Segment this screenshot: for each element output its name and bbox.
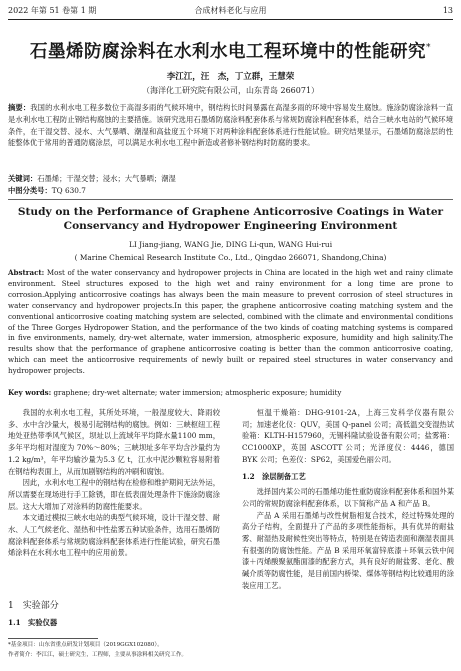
running-header: [8, 4, 453, 18]
issue-label: 2022 年第 51 卷第 1 期: [8, 6, 97, 15]
body-paragraph: 恒温干燥箱：DHG-9101-2A，上海三发科学仪器有限公司；加速老化仪：QUV，美国 Q-panel 公司；高低温交变湿热试验箱：KLTH-H157960，无锡科隆试验设备有限公司；盐雾箱：CC1000XP，英国 ASCOTT 公司；光泽度仪：4446，德国 BYK 公司；色差仪：SP62，美国爱色丽公司。: [242, 408, 454, 464]
section-heading-1-2: 1.2 涂层制备工艺: [242, 471, 306, 481]
title-footnote-mark: *: [426, 43, 431, 54]
affiliation-en: ( Marine Chemical Research Institute Co., Ltd., Qingdao 266071, Shandong,China): [74, 253, 387, 262]
body-paragraph: 产品 A 采用石墨烯与改性树脂相复合技术，经过特殊处理的高分子结构，全面提升了产品的多项性能指标，具有优异的耐盐雾、耐湿热及耐候性突出等特点，特别是在铸造表面和潮湿表面具有很强的防腐蚀性能。产品 B 采用环氧富锌底漆＋环氧云铁中间漆＋丙烯酸聚氨酯面漆的配套方式，具有良好的耐盐雾、老化、酸碱介质等防腐性能，是目前国内桥梁、煤体等钢结构比较通用的涂装应用工艺。: [242, 510, 454, 590]
body-paragraph: 选择国内某公司的石墨烯功能性重防腐涂料配套体系和国外某公司的常规防腐涂料配套体系，以下简称产品 A 和产品 B。: [242, 487, 454, 508]
page-number: 13: [442, 6, 453, 15]
journal-name: 合成材料老化与应用: [194, 6, 267, 15]
clc-label: 中图分类号：: [8, 186, 52, 195]
footnote-funding: *基金项目：山东省重点研发计划项目（2019GGX102080）。: [8, 642, 163, 648]
affiliation-cn: （海洋化工研究院有限公司，山东青岛 266071）: [141, 86, 320, 95]
keywords-cn: [8, 173, 453, 184]
footnote-rule: [8, 638, 98, 639]
keywords-en: [8, 387, 453, 398]
authors-cn: 李江江，汪 杰，丁立群，王慧荣: [166, 72, 295, 82]
paper-title-en: Study on the Performance of Graphene Anticorrosive Coatings in Water Conservancy and Hydropower Engineering Environment: [17, 206, 444, 232]
footnote-author: 作者简介：李江江，硕士研究生，工程师，主要从事涂料相关研究工作。: [8, 652, 188, 658]
body-paragraph: 我国的水利水电工程，其所处环境，一般湿度较大、降雨较多、水中含沙量大，极易引起钢结构的腐蚀。例如：三峡枢纽工程地处亚热带季风气候区，坝址以上流域年平均降水量1100 mm，多年平均相对湿度为 70%～80%；三峡坝址多年平均含沙量约为1.2 kg/m³，年平均输沙量为5.3 亿 t，江水中泥沙颗粒容易附着在钢结构表面上，从而加剧钢结构的冲刷和腐蚀。: [8, 408, 220, 476]
classification-number: [8, 185, 453, 196]
header-rule: [8, 19, 453, 20]
section-heading-1: 1 实验部分: [8, 601, 59, 611]
abstract-en: [8, 268, 453, 377]
paper-title-cn: [8, 38, 453, 63]
abstract-cn-label: 摘要：: [8, 103, 31, 112]
abstract-en-label: Abstract:: [8, 268, 45, 277]
paper-title-text: 石墨烯防腐涂料在水利水电工程环境中的性能研究: [30, 42, 426, 62]
clc-text: TQ 630.7: [51, 186, 86, 195]
body-paragraph: 本文通过模拟三峡水电站的典型气候环境，设计干湿交替、耐水、人工气候老化、湿热和中性盐雾五种试验条件，选用石墨烯防腐涂料配套体系与常规防腐涂料配套体系进行性能试验，研究石墨烯涂料在水利水电工程中的应用前景。: [8, 513, 220, 558]
section-heading-1-1: 1.1 实验仪器: [8, 618, 58, 627]
keywords-en-label: Key words:: [8, 388, 52, 397]
abstract-en-text: Most of the water conservancy and hydropower projects in China are located in the high wet and rainy climate environment. Steel structures exposed to the high wet and rainy environment for a long time are prone to corrosion.Applying anticorrosive coatings has always been the main measure to prevent corrosion of steel structures in water conservancy and hydropower projects.In this paper, the graphene anticorrosive coating matching system and the conventional anticorrosive coating matching system are selected, combined with the climate and environmental conditions of the Three Gorges Hydropower Station, and the performance of the two kinds of coating matching systems is compared in five environments, namely, dry-wet alternate, water immersion, atmospheric exposure, humidity and high salinity.The results show that the performance of graphene anticorrosive coating is better than the common anticorrosive coating, which can meet the anticorrosive requirements of newly built or repaired steel structures in water conservancy and hydropower projects.: [8, 268, 453, 376]
section-divider: [8, 199, 453, 200]
body-column-right: [242, 407, 454, 592]
abstract-cn-text: 我国的水利水电工程多数位于高湿多雨的气候环境中，钢结构长时间暴露在高湿多雨的环境中容易发生腐蚀。施涂防腐涂涂料一直是水利水电工程防止钢结构腐蚀的主要措施。该研究选用石墨烯防腐涂料配套体系与常规防腐涂料配套体系，结合三峡水电站的气候环境条件，在干湿交替、浸水、大气暴晒、潮湿和高盐度五个环境下对两种涂料配套体系进行性能试验。研究结果显示，石墨烯防腐涂层的性能整体优于常用的普通防腐涂层，可以满足水利水电工程中新造或者修补钢结构时防腐的要求。: [8, 103, 454, 148]
keywords-cn-text: 石墨烯；干湿交替；浸水；大气暴晒；潮湿: [37, 174, 176, 183]
body-paragraph: 因此，水利水电工程中的钢结构在检修和维护期间无法外运，所以需要在现场进行手工除锈，即在低表面处理条件下施涂防腐涂层。这大大增加了对涂料的防腐性能要求。: [8, 478, 220, 511]
keywords-en-text: graphene; dry-wet alternate; water immersion; atmospheric exposure; humidity: [51, 388, 342, 397]
authors-en: LI Jiang-jiang, WANG Jie, DING Li-qun, WANG Hui-rui: [128, 240, 333, 249]
keywords-cn-label: 关键词：: [8, 174, 38, 183]
abstract-cn: [8, 102, 453, 149]
body-column-left: [8, 407, 220, 559]
